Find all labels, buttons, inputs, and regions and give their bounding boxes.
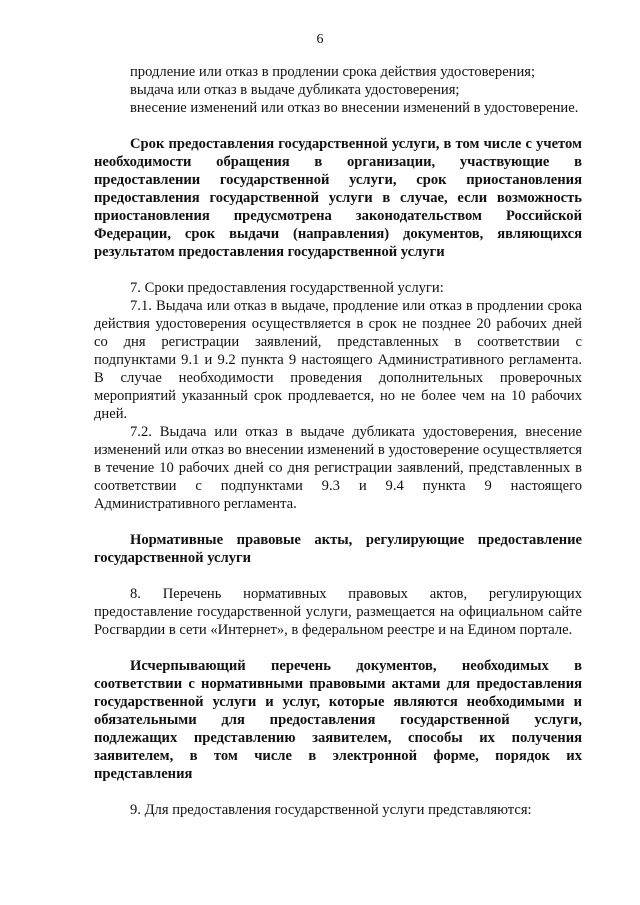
page-number: 6 bbox=[316, 32, 324, 47]
paragraph-changes: внесение изменений или отказ во внесении изменений в удостоверение. bbox=[130, 100, 579, 116]
document-body bbox=[94, 63, 582, 819]
heading-service-term: Срок предоставления государственной услуги, в том числе с учетом необходимости обращения в организации, участвующие в предоставлении государственной услуги, срок приостановления предоставления государственной услуги в случае, если возможность приостановления предусмотрена законодательством Российской Федерации, срок выдачи (направления) документов, являющихся результатом предоставления государственной услуги bbox=[94, 136, 582, 260]
paragraph-duplicate: выдача или отказ в выдаче дубликата удостоверения; bbox=[130, 82, 460, 98]
paragraph-item-7: 7. Сроки предоставления государственной услуги: bbox=[130, 280, 444, 296]
paragraph-item-7-1: 7.1. Выдача или отказ в выдаче, продление или отказ в продлении срока действия удостоверения осуществляется в срок не позднее 20 рабочих дней со дня регистрации заявлений, представленных в соответствии с подпунктами 9.1 и 9.2 пункта 9 настоящего Административного регламента. В случае необходимости проведения дополнительных проверочных мероприятий указанный срок продлевается, но не более чем на 10 рабочих дней. bbox=[94, 298, 582, 422]
heading-documents-list: Исчерпывающий перечень документов, необходимых в соответствии с нормативными правовыми актами для предоставления государственной услуги и услуг, которые являются необходимыми и обязательными для предоставления государственной услуги, подлежащих представлению заявителем, способы их получения заявителем, в том числе в электронной форме, порядок их представления bbox=[94, 658, 582, 782]
paragraph-item-7-2: 7.2. Выдача или отказ в выдаче дубликата удостоверения, внесение изменений или отказ во внесении изменений в удостоверение осуществляется в течение 10 рабочих дней со дня регистрации заявлений, представленных в соответствии с подпунктами 9.3 и 9.4 пункта 9 настоящего Административного регламента. bbox=[94, 424, 582, 512]
heading-legal-acts: Нормативные правовые акты, регулирующие предоставление государственной услуги bbox=[94, 532, 582, 566]
paragraph-renewal: продление или отказ в продлении срока действия удостоверения; bbox=[130, 64, 536, 80]
paragraph-item-8: 8. Перечень нормативных правовых актов, регулирующих предоставление государственной услуги, размещается на официальном сайте Росгвардии в сети «Интернет», в федеральном реестре и на Едином портале. bbox=[94, 586, 582, 638]
paragraph-item-9: 9. Для предоставления государственной услуги представляются: bbox=[130, 802, 532, 818]
